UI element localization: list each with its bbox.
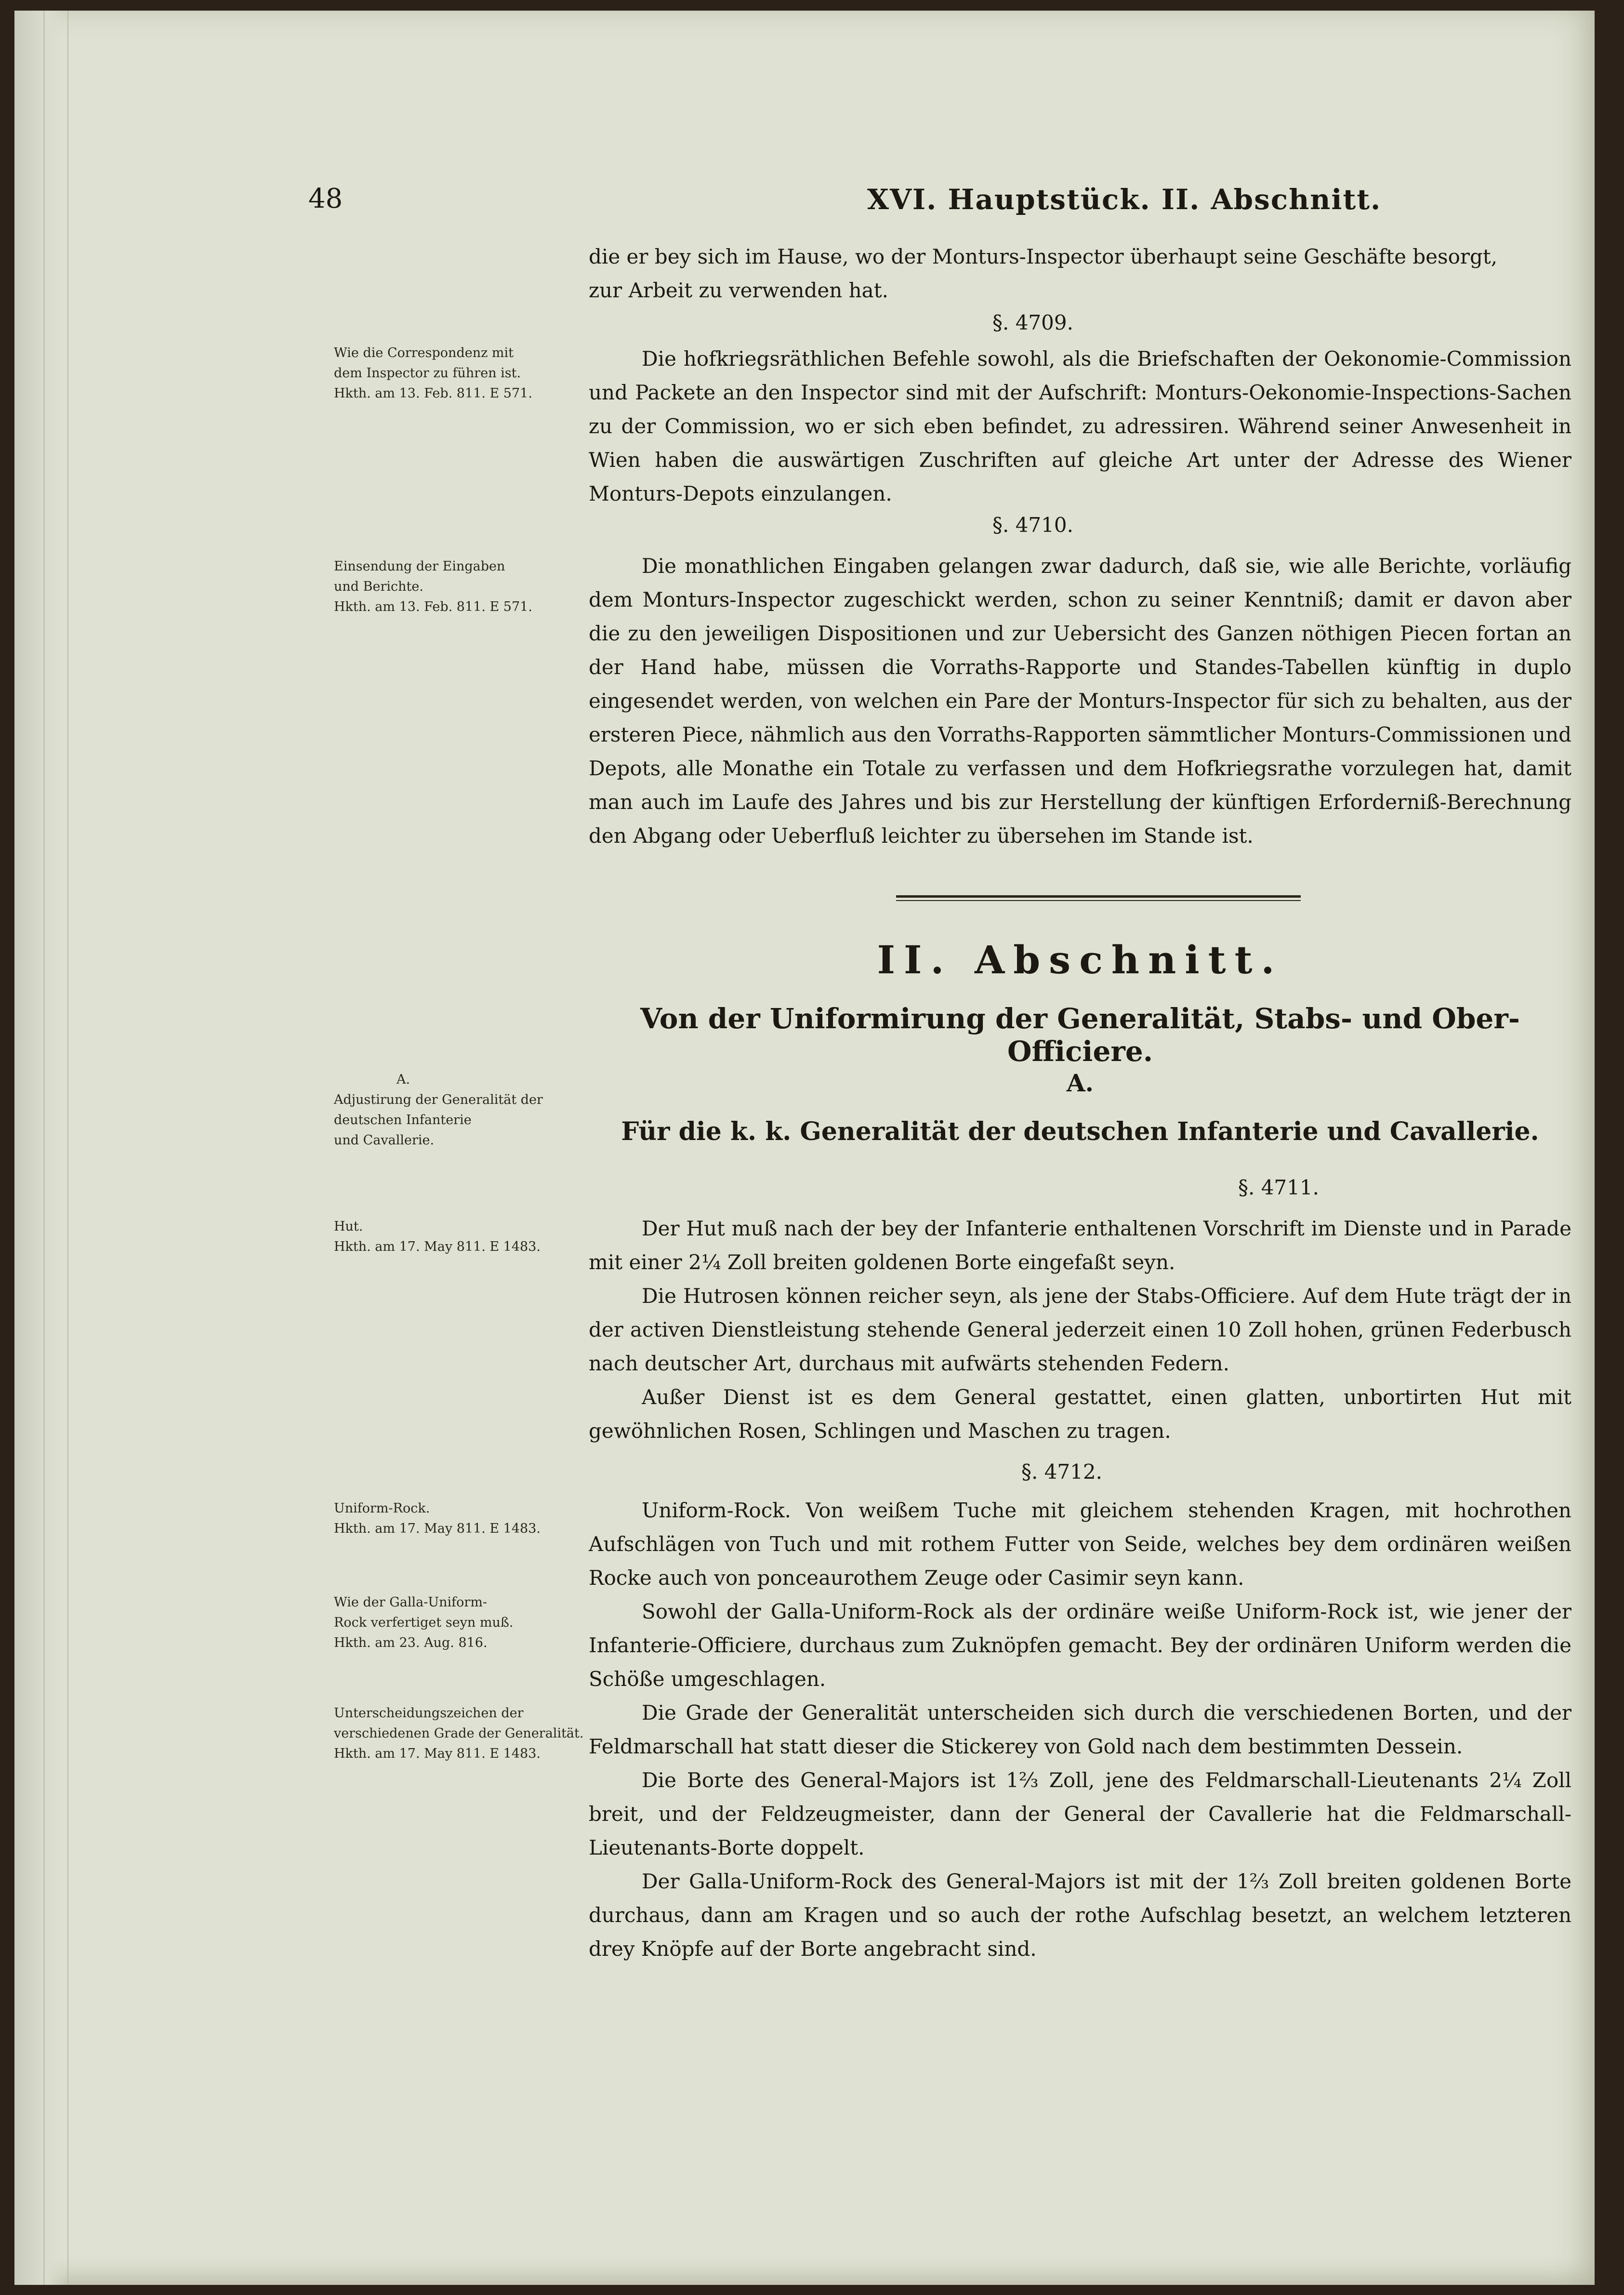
margin-line: Hkth. am 13. Feb. 811. E 571. <box>334 386 532 401</box>
paragraph-text: Der Galla-Uniform-Rock des General-Majors ist mit der 1⅔ Zoll breiten goldenen Borte durchaus, dann am Kragen und so auch der rothe Aufschlag besetzt, an welchem letzteren drey Knöpfe auf der Borte angebracht sind. <box>589 1870 1571 1961</box>
margin-line: Wie die Correspondenz mit <box>334 345 514 360</box>
paragraph-4709: Die hofkriegsräthlichen Befehle sowohl, als die Briefschaften der Oekonomie-Commission und Packete an den Inspector sind mit der Aufschrift: Monturs-Oekonomie-Inspections-Sachen zu der Commission, wo er sich eben befindet, zu adressiren. Während seiner Anwesenheit in Wien haben die auswärtigen Zuschriften auf gleiche Art unter der Adresse des Wiener Monturs-Depots einzulangen. <box>589 347 1571 505</box>
paragraph-number-4712: §. 4712. <box>1021 1460 1102 1484</box>
margin-line: Hkth. am 23. Aug. 816. <box>334 1635 488 1650</box>
paragraph-text: Die Borte des General-Majors ist 1⅔ Zoll, jene des Feldmarschall-Lieutenants 2¼ Zoll breit, und der Feldzeugmeister, dann der General der Cavallerie hat die Feldmarschall-Lieutenants-Borte doppelt. <box>589 1768 1571 1859</box>
paragraph-4710: Die monathlichen Eingaben gelangen zwar dadurch, daß sie, wie alle Berichte, vorläufig dem Monturs-Inspector zugeschickt werden, schon zu seiner Kenntniß; damit er davon aber die zu den jeweiligen Dispositionen und zur Uebersicht des Ganzen nöthigen Piecen fortan an der Hand habe, müssen die Vorraths-Rapporte und Standes-Tabellen künftig in duplo eingesendet werden, von welchen ein Pare der Monturs-Inspector für sich zu behalten, aus der ersteren Piece, nähmlich aus den Vorraths-Rapporten sämmtlicher Monturs-Commissionen und Depots, alle Monathe ein Totale zu verfassen und dem Hofkriegsrathe vorzulegen hat, damit man auch im Laufe des Jahres und bis zur Herstellung der künftigen Erforderniß-Berechnung den Abgang oder Ueberfluß leichter zu übersehen im Stande ist. <box>589 554 1571 848</box>
paragraph-number-4710: §. 4710. <box>992 513 1073 537</box>
margin-note-4709 <box>334 343 584 404</box>
paragraph-text: Die Hutrosen können reicher seyn, als jene der Stabs-Officiere. Auf dem Hute trägt der in der activen Dienstleistung stehende General jederzeit einen 10 Zoll hohen, grünen Federbusch nach deutscher Art, durchaus mit aufwärts stehenden Federn. <box>589 1284 1571 1375</box>
margin-line: Einsendung der Eingaben <box>334 559 505 574</box>
margin-line: Wie der Galla-Uniform- <box>334 1595 488 1610</box>
margin-note-4711 <box>334 1217 584 1257</box>
paragraph-4712 <box>589 1494 1571 1966</box>
page-header <box>308 183 1561 226</box>
page-gutter <box>14 11 68 2285</box>
section-divider <box>896 892 1301 907</box>
margin-line: und Berichte. <box>334 579 423 594</box>
section-title: II. Abschnitt. <box>877 937 1283 982</box>
paragraph-text: Außer Dienst ist es dem General gestattet, einen glatten, unbortirten Hut mit gewöhnlichen Rosen, Schlingen und Maschen zu tragen. <box>589 1385 1571 1443</box>
margin-line: Adjustirung der Generalität der deutschen Infanterie <box>334 1092 543 1128</box>
margin-line: Hkth. am 17. May 811. E 1483. <box>334 1239 541 1254</box>
subsection-title: Für die k. k. Generalität der deutschen Infanterie und Cavallerie. <box>621 1117 1539 1146</box>
margin-line: und Cavallerie. <box>334 1133 435 1148</box>
running-head: XVI. Hauptstück. II. Abschnitt. <box>867 183 1382 216</box>
page-number: 48 <box>308 183 343 214</box>
margin-line: Uniform-Rock. <box>334 1501 430 1516</box>
margin-line: Rock verfertiget seyn muß. <box>334 1615 514 1630</box>
margin-note-4712-a <box>334 1499 584 1539</box>
paragraph-text: Uniform-Rock. Von weißem Tuche mit gleichem stehenden Kragen, mit hochrothen Aufschlägen von Tuch und mit rothem Futter von Seide, welches bey dem ordinären weißen Rocke auch von ponceaurothem Zeuge oder Casimir seyn kann. <box>589 1499 1571 1590</box>
paragraph-text: Der Hut muß nach der bey der Infanterie enthaltenen Vorschrift im Dienste und in Parade mit einer 2¼ Zoll breiten goldenen Borte eingefaßt seyn. <box>589 1217 1571 1274</box>
margin-note-4712-c <box>334 1703 584 1764</box>
section-subtitle: Von der Uniformirung der Generalität, Stabs- und Ober-Officiere. <box>640 1002 1520 1068</box>
margin-note-a <box>334 1070 575 1151</box>
paragraph-number-4711: §. 4711. <box>1238 1176 1319 1199</box>
paragraph-number-4709: §. 4709. <box>992 311 1073 334</box>
margin-line: dem Inspector zu führen ist. <box>334 366 521 381</box>
margin-line: Hut. <box>334 1219 363 1234</box>
margin-line: Hkth. am 17. May 811. E 1483. <box>334 1521 541 1536</box>
paragraph-text: Sowohl der Galla-Uniform-Rock als der ordinäre weiße Uniform-Rock ist, wie jener der Infanterie-Officiere, durchaus zum Zuknöpfen gemacht. Bey der ordinären Uniform werden die Schöße umgeschlagen. <box>589 1600 1571 1691</box>
intro-line: zur Arbeit zu verwenden hat. <box>589 279 888 302</box>
margin-line: Hkth. am 17. May 811. E 1483. <box>334 1746 541 1761</box>
margin-line: Hkth. am 13. Feb. 811. E 571. <box>334 599 532 614</box>
paragraph-4711 <box>589 1212 1571 1448</box>
margin-note-4710 <box>334 557 584 617</box>
intro-line: die er bey sich im Hause, wo der Monturs-Inspector überhaupt seine Geschäfte besorgt, <box>589 245 1498 268</box>
margin-line: Unterscheidungszeichen der <box>334 1706 524 1721</box>
margin-line: verschiedenen Grade der Generalität. <box>334 1726 584 1741</box>
margin-line: A. <box>396 1072 410 1087</box>
subsection-letter: A. <box>1066 1069 1094 1097</box>
paragraph-text: Die Grade der Generalität unterscheiden sich durch die verschiedenen Borten, und der Feldmarschall hat statt dieser die Stickerey von Gold nach dem bestimmten Dessein. <box>589 1701 1571 1758</box>
intro-paragraph <box>589 240 1571 307</box>
margin-note-4712-b <box>334 1592 584 1653</box>
